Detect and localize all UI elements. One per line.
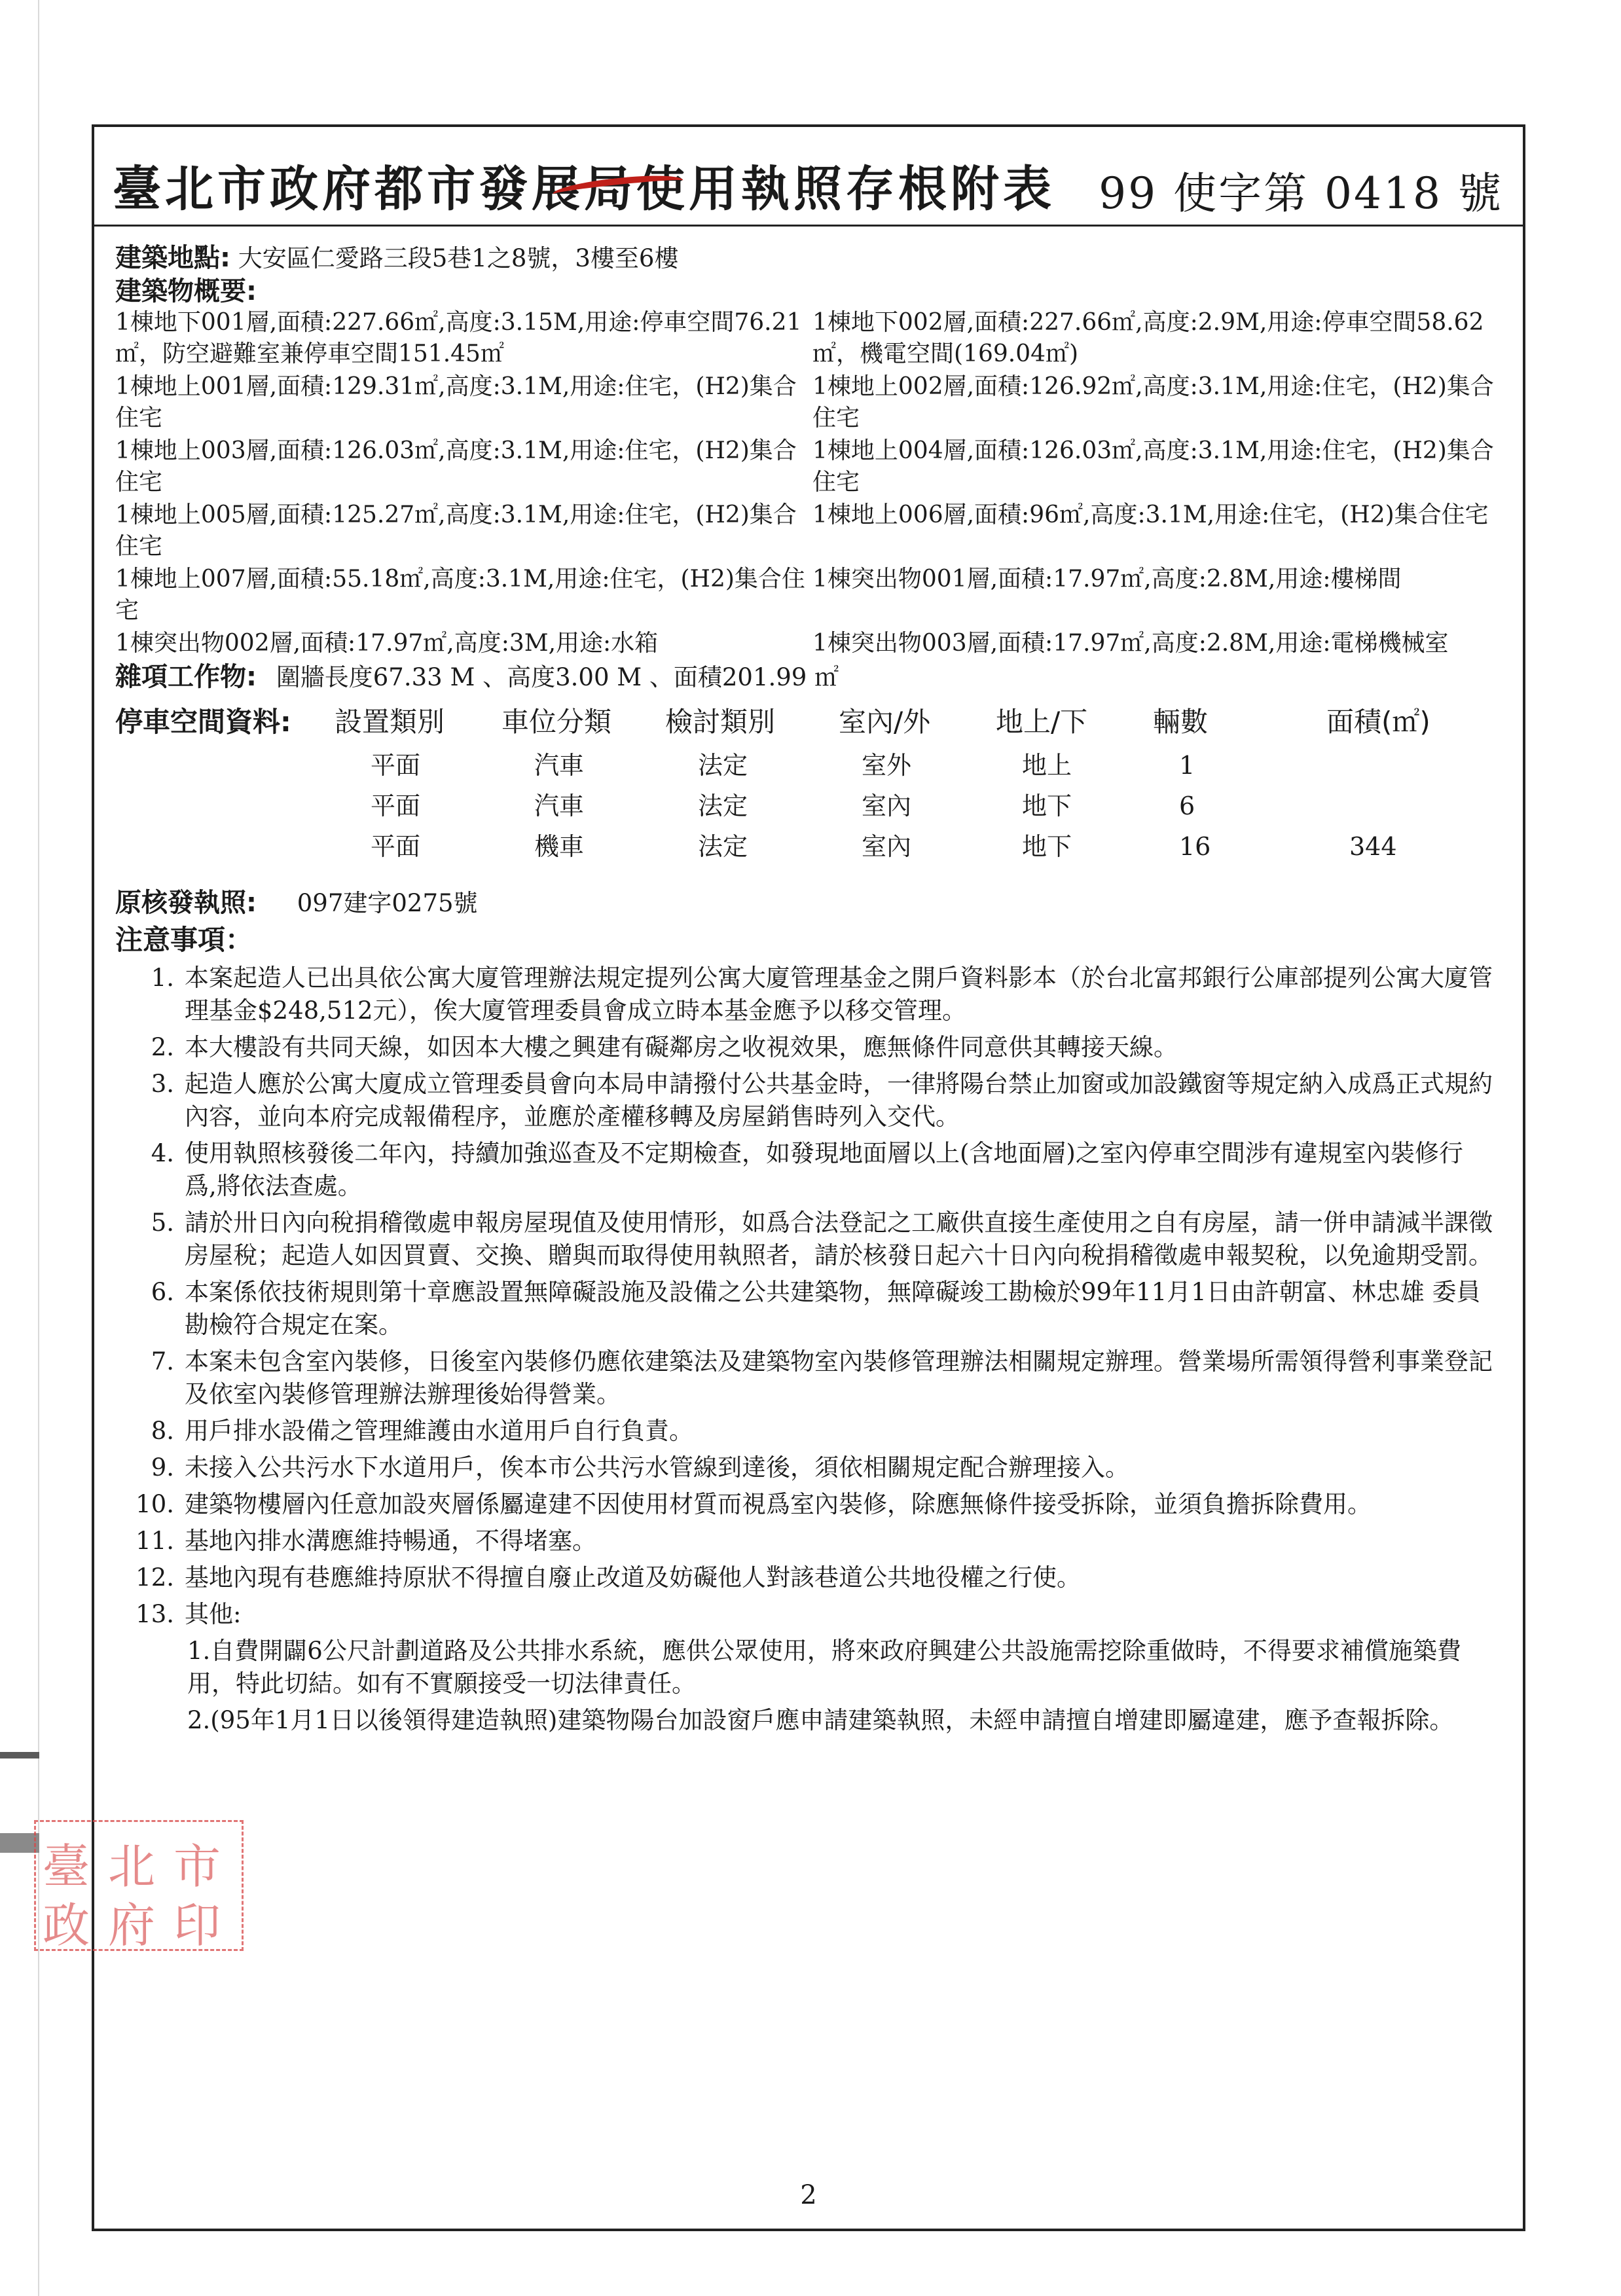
site-row [115, 242, 1507, 275]
note-number: 9. [151, 1453, 174, 1482]
permit-number: 99 使字第 0418 號 [1099, 168, 1503, 219]
floor-entry: 1棟地上001層,面積:129.31㎡,高度:3.1M,用途:住宅，(H2)集合住宅 [115, 373, 797, 431]
table-cell: 機車 [534, 832, 585, 861]
note-number: 5. [151, 1209, 174, 1237]
table-cell: 法定 [698, 792, 748, 820]
note-number: 12. [136, 1563, 174, 1592]
page-number: 2 [800, 2180, 817, 2210]
parking-col-header: 檢討類別 [665, 706, 776, 738]
table-cell: 法定 [698, 751, 748, 780]
notes-heading [115, 924, 1507, 958]
table-cell: 地下 [1022, 832, 1072, 861]
table-cell: 1 [1179, 751, 1195, 780]
table-cell: 6 [1179, 792, 1195, 820]
table-cell: 室內 [862, 792, 912, 820]
parking-header-row [115, 706, 1507, 746]
list-item [115, 1598, 1507, 1631]
floor-entry: 1棟地下001層,面積:227.66㎡,高度:3.15M,用途:停車空間76.21㎡，防空避難室兼停車空間151.45㎡ [115, 309, 802, 367]
original-license-label: 原核發執照: [115, 888, 257, 918]
floor-entry: 1棟地上003層,面積:126.03㎡,高度:3.1M,用途:住宅，(H2)集合住宅 [115, 437, 797, 496]
form-content [115, 242, 1507, 1741]
list-item [115, 1031, 1507, 1064]
sub-note: 1.自費開闢6公尺計劃道路及公共排水系統，應供公眾使用，將來政府興建公共設施需挖除重做時，不得要求補償施築費用，特此切結。如有不實願接受一切法律責任。 [187, 1637, 1461, 1698]
floor-entry: 1棟地上005層,面積:125.27㎡,高度:3.1M,用途:住宅，(H2)集合住宅 [115, 501, 797, 560]
list-item [115, 1488, 1507, 1521]
form-frame [92, 124, 1525, 2231]
summary-label: 建築物概要: [115, 276, 257, 306]
floor-entry: 1棟突出物001層,面積:17.97㎡,高度:2.8M,用途:樓梯間 [812, 566, 1402, 592]
floor-entry: 1棟地上007層,面積:55.18㎡,高度:3.1M,用途:住宅，(H2)集合住宅 [115, 566, 805, 624]
parking-col-header: 設置類別 [335, 706, 445, 738]
table-row [115, 749, 1490, 788]
parking-table [115, 746, 1507, 884]
list-item [115, 1068, 1507, 1133]
note-number: 11. [136, 1527, 174, 1555]
note-number: 8. [151, 1417, 174, 1445]
notes-label: 注意事項： [115, 924, 253, 956]
parking-col-header: 室內/外 [839, 706, 931, 738]
floor-entry: 1棟突出物003層,面積:17.97㎡,高度:2.8M,用途:電梯機械室 [812, 630, 1449, 657]
note-text: 使用執照核發後二年內，持續加強巡查及不定期檢查，如發現地面層以上(含地面層)之室內停車空間涉有違規室內裝修行爲,將依法查處。 [185, 1139, 1463, 1200]
note-text: 本大樓設有共同天線，如因本大樓之興建有礙鄰房之收視效果，應無條件同意供其轉接天線。 [185, 1033, 1178, 1061]
table-cell: 法定 [698, 832, 748, 861]
note-text: 起造人應於公寓大廈成立管理委員會向本局申請撥付公共基金時，一律將陽台禁止加窗或加設鐵窗等規定納入成爲正式規約內容，並向本府完成報備程序，並應於產權移轉及房屋銷售時列入交代。 [185, 1070, 1493, 1131]
table-cell: 汽車 [534, 792, 585, 820]
floor-entry: 1棟突出物002層,面積:17.97㎡,高度:3M,用途:水箱 [115, 630, 659, 657]
list-item [115, 1525, 1507, 1558]
list-item [115, 1137, 1507, 1203]
note-text: 本案未包含室內裝修，日後室內裝修仍應依建築法及建築物室內裝修管理辦法相關規定辦理。營業場所需領得營利事業登記及依室內裝修管理辦法辦理後始得營業。 [185, 1347, 1493, 1408]
notes-list [115, 962, 1507, 1737]
table-row [115, 790, 1490, 829]
table-cell: 平面 [371, 792, 421, 820]
note-text: 用戶排水設備之管理維護由水道用戶自行負責。 [185, 1417, 693, 1445]
floor-entry: 1棟地下002層,面積:227.66㎡,高度:2.9M,用途:停車空間58.62㎡，機電空間(169.04㎡) [812, 309, 1484, 367]
table-cell: 平面 [371, 751, 421, 780]
site-label: 建築地點: [115, 243, 230, 273]
list-item [115, 1451, 1507, 1484]
table-row [115, 830, 1490, 869]
list-item [115, 1276, 1507, 1341]
floor-entry: 1棟地上006層,面積:96㎡,高度:3.1M,用途:住宅，(H2)集合住宅 [812, 501, 1489, 528]
note-number: 1. [151, 964, 174, 992]
misc-row [115, 661, 1507, 694]
punch-mark [0, 1752, 39, 1758]
floor-entry: 1棟地上004層,面積:126.03㎡,高度:3.1M,用途:住宅，(H2)集合住宅 [812, 437, 1494, 496]
list-item [115, 1345, 1507, 1411]
note-text: 基地內排水溝應維持暢通，不得堵塞。 [185, 1527, 596, 1555]
punch-mark [0, 1833, 39, 1853]
note-number: 7. [151, 1347, 174, 1376]
sub-note: 2.(95年1月1日以後領得建造執照)建築物陽台加設窗戶應申請建築執照，未經申請擅自增建即屬違建，應予查報拆除。 [187, 1706, 1454, 1734]
list-item [115, 1415, 1507, 1448]
title-bar [94, 127, 1523, 227]
table-cell: 地上 [1022, 751, 1072, 780]
note-text: 請於卅日內向稅捐稽徵處申報房屋現值及使用情形，如爲合法登記之工廠供直接生產使用之自有房屋，請一併申請減半課徵房屋稅；起造人如因買賣、交換、贈與而取得使用執照者，請於核發日起六十日內向稅捐稽徵處申報契稅，以免逾期受罰。 [185, 1209, 1493, 1269]
note-text: 其他: [185, 1600, 242, 1628]
misc-value: 圍牆長度67.33 M 、高度3.00 M 、面積201.99 ㎡ [276, 663, 839, 691]
form-title: 臺北市政府都市發展局使用執照存根附表 [113, 161, 1055, 217]
note-number: 4. [151, 1139, 174, 1167]
table-cell: 地下 [1022, 792, 1072, 820]
site-value: 大安區仁愛路三段5巷1之8號，3樓至6樓 [238, 244, 679, 272]
building-summary-grid [115, 307, 1507, 661]
table-cell: 16 [1179, 832, 1211, 861]
table-cell: 平面 [371, 832, 421, 861]
red-seal-stamp: 臺 北 市 政 府 印 [34, 1820, 244, 1951]
note-text: 本案係依技術規則第十章應設置無障礙設施及設備之公共建築物，無障礙竣工勘檢於99年11月1日由許朝富、林忠雄 委員勘檢符合規定在案。 [185, 1278, 1481, 1339]
parking-label: 停車空間資料: [115, 706, 291, 738]
note-number: 10. [136, 1490, 174, 1518]
misc-label: 雜項工作物: [115, 662, 257, 692]
table-cell: 室外 [862, 751, 912, 780]
note-text: 未接入公共污水下水道用戶，俟本市公共污水管線到達後，須依相關規定配合辦理接入。 [185, 1453, 1129, 1482]
parking-col-header: 地上/下 [996, 706, 1088, 738]
note-text: 建築物樓層內任意加設夾層係屬違建不因使用材質而視爲室內裝修，除應無條件接受拆除，並須負擔拆除費用。 [185, 1490, 1372, 1518]
parking-col-header: 面積(㎡) [1326, 706, 1430, 738]
note-number: 3. [151, 1070, 174, 1098]
table-cell: 汽車 [534, 751, 585, 780]
table-cell: 室內 [862, 832, 912, 861]
note-number: 6. [151, 1278, 174, 1306]
note-text: 本案起造人已出具依公寓大廈管理辦法規定提列公寓大廈管理基金之開戶資料影本（於台北富邦銀行公庫部提列公寓大廈管理基金$248,512元），俟大廈管理委員會成立時本基金應予以移交管理。 [185, 964, 1493, 1025]
summary-heading [115, 275, 1507, 308]
original-license-row [115, 886, 1507, 920]
parking-col-header: 輛數 [1153, 706, 1209, 738]
list-item [115, 1561, 1507, 1594]
note-number: 13. [136, 1600, 174, 1628]
list-item [115, 1207, 1507, 1272]
list-item [115, 962, 1507, 1027]
original-license-value: 097建字0275號 [297, 889, 478, 917]
floor-entry: 1棟地上002層,面積:126.92㎡,高度:3.1M,用途:住宅，(H2)集合住宅 [812, 373, 1494, 431]
parking-col-header: 車位分類 [501, 706, 612, 738]
note-number: 2. [151, 1033, 174, 1061]
note-text: 基地內現有巷應維持原狀不得擅自廢止改道及妨礙他人對該巷道公共地役權之行使。 [185, 1563, 1081, 1592]
table-cell: 344 [1349, 832, 1397, 861]
